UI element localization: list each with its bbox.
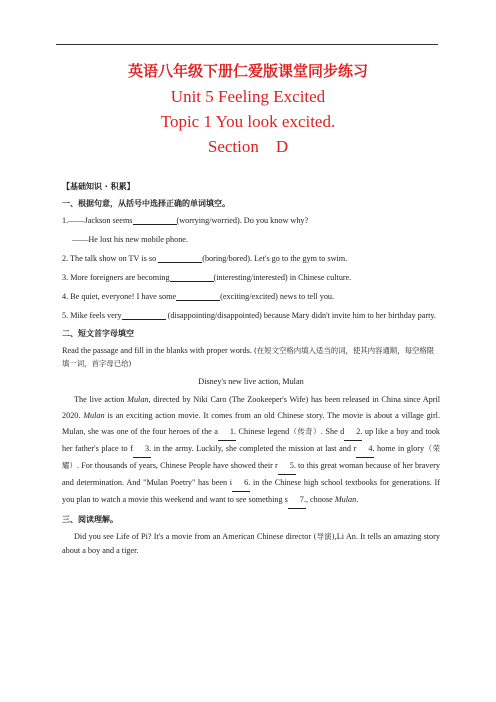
worksheet-title: 英语八年级下册仁爱版课堂同步练习 [127, 62, 368, 80]
topic-title: Topic 1 You look excited. [160, 112, 336, 131]
cloze-blank-2[interactable]: 2. [344, 424, 362, 441]
part1-heading: 一、根据句意，从括号中选择正确的单词填空。 [62, 199, 230, 208]
answer-blank-1[interactable] [133, 215, 177, 225]
worksheet-body [62, 178, 440, 558]
part3-heading: 三、阅读理解。 [62, 515, 118, 524]
question-5: 5. Mike feels very (disappointing/disappointed) because Mary didn't invite him to her birthday party. [62, 311, 436, 320]
title-block [0, 58, 496, 159]
basic-knowledge-label: 【基础知识 · 积累】 [62, 182, 135, 191]
cloze-blank-6[interactable]: 6. [232, 475, 250, 492]
answer-blank-5[interactable] [122, 310, 166, 320]
question-3: 3. More foreigners are becoming (interesting/interested) in Chinese culture. [62, 273, 352, 282]
part2-heading: 二、短文首字母填空 [62, 329, 134, 338]
question-1-reply: ——He lost his new mobile phone. [72, 235, 188, 244]
cloze-blank-7[interactable]: 7. [288, 492, 306, 509]
cloze-passage: The live action Mulan, directed by Niki Caro (The Zookeeper's Wife) has been released in China since April 2020. Mulan is an exciting action movie. It comes from an old Chinese story. The movie is about a village girl. Mulan, she was one of the four heroes of the a 1. Chinese legend（传奇）. She d 2. up like a boy and took her father's place to f 3. in the army. Luckily, she completed the mission at last and r 4. home in glory（荣耀）. For thousands of years, Chinese People have showed their r 5. to this great woman because of her bravery and determination. And "Mulan Poetry" has been i 6. in the Chinese high school textbooks for generations. If you plan to watch a movie this weekend and want to see something s 7., choose Mulan. [62, 392, 440, 509]
question-2: 2. The talk show on TV is so (boring/bored). Let's go to the gym to swim. [62, 254, 348, 263]
answer-blank-3[interactable] [170, 272, 214, 282]
passage-title: Disney's new live action, Mulan [198, 377, 304, 386]
question-1: 1.——Jackson seems (worrying/worried). Do you know why? [62, 216, 309, 225]
unit-title: Unit 5 Feeling Excited [170, 87, 326, 106]
cloze-blank-1[interactable]: 1. [218, 424, 236, 441]
part2-instructions: Read the passage and fill in the blanks with proper words. (在短文空格内填入适当的词，使其内容通顺，每空格限填一词，首字母已给) [62, 346, 435, 368]
cloze-blank-4[interactable]: 4. [356, 441, 374, 458]
question-4: 4. Be quiet, everyone! I have some (exciting/excited) news to tell you. [62, 292, 335, 301]
cloze-blank-5[interactable]: 5. [278, 458, 296, 475]
answer-blank-4[interactable] [176, 291, 220, 301]
answer-blank-2[interactable] [158, 253, 202, 263]
top-rule [56, 44, 438, 45]
reading-passage: Did you see Life of Pi? It's a movie from an American Chinese director (导演),Li An. It tells an amazing story about a boy and a tiger. [62, 532, 440, 555]
section-title: Section D [207, 137, 289, 156]
cloze-blank-3[interactable]: 3. [133, 441, 151, 458]
